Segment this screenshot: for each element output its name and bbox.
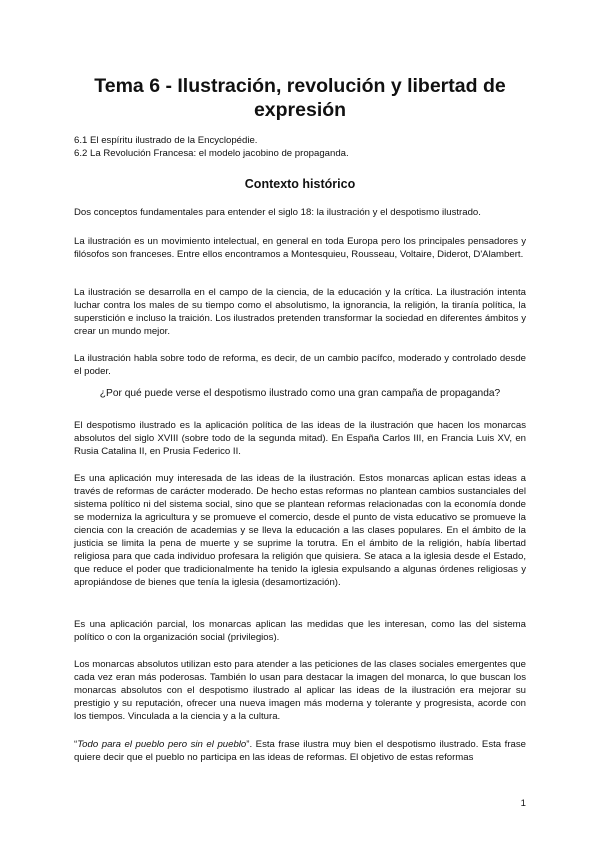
paragraph: Es una aplicación parcial, los monarcas aplican las medidas que les interesan, como las del sistema político o con la organización social (privilegios). <box>74 619 526 643</box>
toc-item: 6.1 El espíritu ilustrado de la Encyclopédie. <box>74 135 258 146</box>
paragraph: La ilustración se desarrolla en el campo de la ciencia, de la educación y la crítica. La ilustración intenta luchar contra los males de su tiempo como el absolutismo, la ignorancia, la religión, la tiranía política, la superstición e incluso la traición. Los ilustrados pretenden transformar la sociedad en diferentes ámbitos y crear un mundo mejor. <box>74 287 526 337</box>
table-of-contents <box>74 134 349 160</box>
question-heading: ¿Por qué puede verse el despotismo ilustrado como una gran campaña de propaganda? <box>99 388 501 399</box>
paragraph: Es una aplicación muy interesada de las ideas de la ilustración. Estos monarcas aplican estas ideas a través de reformas de carácter moderado. De hecho estas reformas no plantean cambios sustanciales del sistema político ni del sistema social, sino que se plantean reformas relacionadas con la economía donde se moderniza la agricultura y se promueve el comercio, desde el punto de vista educativo se promueve la ciencia con la creación de academias y se lleva la educación a las clases populares. En el ámbito de la justicia se limita la pena de muerte y se suprime la torutra. En el ámbito de la religión, había libertad religiosa para que cada individuo profesara la religión que quisiera. Se ataca a la iglesia desde el Estado, que reduce el poder que tradicionalmente ha tenido la iglesia expulsando a algunas órdenes religiosas y apropiándose de bienes que tenía la iglesia (desamortización). <box>74 473 526 588</box>
page-number: 1 <box>520 798 526 809</box>
quote-open: “ <box>74 739 78 750</box>
toc-item: 6.2 La Revolución Francesa: el modelo jacobino de propaganda. <box>74 148 349 159</box>
quote-paragraph <box>74 738 526 764</box>
paragraph: El despotismo ilustrado es la aplicación política de las ideas de la ilustración que hacen los monarcas absolutos del siglo XVIII (sobre todo de la segunda mitad). En España Carlos III, en Francia Luis XV, en Rusia Catalina II, en Prusia Federico II. <box>74 420 526 457</box>
paragraph: Dos conceptos fundamentales para entender el siglo 18: la ilustración y el despotismo ilustrado. <box>74 207 481 218</box>
page-title: Tema 6 - Ilustración, revolución y libertad de expresión <box>94 75 506 121</box>
paragraph: La ilustración habla sobre todo de reforma, es decir, de un cambio pacífco, moderado y controlado desde el poder. <box>74 353 526 377</box>
paragraph: La ilustración es un movimiento intelectual, en general en toda Europa pero los principales pensadores y filósofos son franceses. Entre ellos encontramos a Montesquieu, Rousseau, Voltaire, Diderot, D'Alambert. <box>74 236 526 260</box>
section-heading: Contexto histórico <box>244 177 356 191</box>
quote-text: Todo para el pueblo pero sin el pueblo <box>77 739 247 750</box>
quote-rest: ”. Esta frase ilustra muy bien el despotismo ilustrado. Esta frase quiere decir que el pueblo no participa en las ideas de reformas. El objetivo de estas reformas <box>74 739 526 763</box>
paragraph: Los monarcas absolutos utilizan esto para atender a las peticiones de las clases sociales emergentes que cada vez eran más poderosas. También lo usan para destacar la imagen del monarca, lo que buscan los monarcas absolutos con el despotismo ilustrado al aplicar las ideas de la ilustración era mejorar su prestigio y su reputación, ofrecer una nueva imagen más moderna y tolerante y progresista, acorde con los tiempos. Vinculada a la ciencia y a la cultura. <box>74 659 526 722</box>
